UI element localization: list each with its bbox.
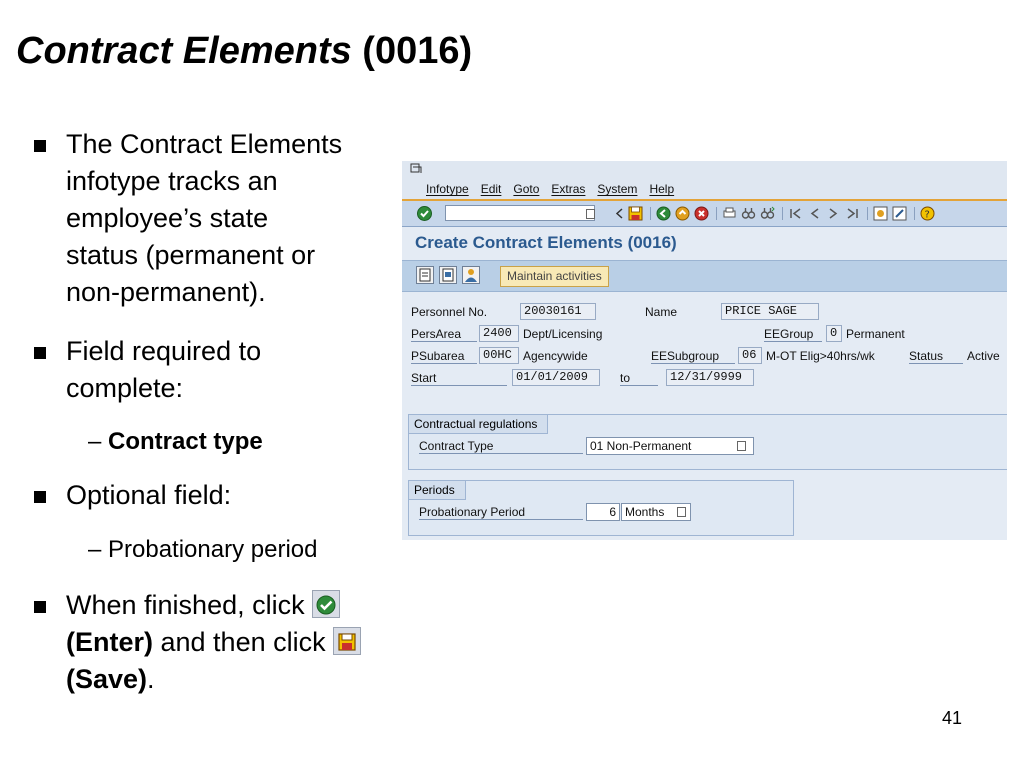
svg-text:?: ? bbox=[924, 209, 930, 221]
contract-type-label: Contract Type bbox=[419, 439, 583, 454]
menu-extras[interactable]: Extras bbox=[551, 182, 586, 196]
menu-goto[interactable]: Goto bbox=[513, 182, 540, 196]
contract-type-value: 01 Non-Permanent bbox=[590, 439, 692, 453]
new-session-icon[interactable] bbox=[873, 206, 888, 221]
toolbar-separator bbox=[716, 207, 717, 220]
probationary-period-label: Probationary Period bbox=[419, 505, 583, 520]
bullet-line: The Contract Elements bbox=[66, 129, 343, 159]
probationary-unit-value: Months bbox=[625, 505, 665, 519]
menu-help[interactable]: Help bbox=[649, 182, 675, 196]
psubarea-value: 00HC bbox=[479, 347, 519, 364]
application-toolbar bbox=[402, 260, 1007, 292]
toolbar-separator bbox=[650, 207, 651, 220]
cancel-icon[interactable] bbox=[694, 206, 709, 221]
slide-title-number: (0016) bbox=[351, 30, 473, 72]
last-page-icon[interactable] bbox=[845, 206, 860, 221]
previous-page-icon[interactable] bbox=[807, 206, 822, 221]
psubarea-label: PSubarea bbox=[411, 349, 477, 364]
print-icon[interactable] bbox=[722, 206, 737, 221]
next-page-icon[interactable] bbox=[826, 206, 841, 221]
maintain-activities-button[interactable]: Maintain activities bbox=[500, 266, 609, 287]
toolbar-separator bbox=[867, 207, 868, 220]
periods-title: Periods bbox=[409, 481, 466, 500]
exit-icon[interactable] bbox=[675, 206, 690, 221]
eegroup-label: EEGroup bbox=[764, 327, 822, 342]
eesubgroup-label: EESubgroup bbox=[651, 349, 735, 364]
sap-screenshot bbox=[402, 161, 1007, 540]
save-floppy-icon[interactable] bbox=[628, 206, 643, 221]
bullet-line: employee’s state bbox=[66, 203, 269, 233]
to-label: to bbox=[620, 371, 658, 386]
bullet-square bbox=[34, 347, 46, 359]
sub-bullet-contract-type: – Contract type bbox=[88, 428, 263, 455]
bullet-square bbox=[34, 491, 46, 503]
bullet-line: non-permanent). bbox=[66, 277, 266, 307]
menu-system[interactable]: System bbox=[597, 182, 638, 196]
personnel-no-value: 20030161 bbox=[520, 303, 596, 320]
page-number: 41 bbox=[942, 708, 963, 728]
probationary-period-input[interactable]: 6 bbox=[586, 503, 620, 521]
sap-menu-bar bbox=[402, 161, 1007, 201]
persarea-value: 2400 bbox=[479, 325, 519, 342]
toolbar-separator bbox=[782, 207, 783, 220]
find-next-icon[interactable] bbox=[760, 206, 775, 221]
find-icon[interactable] bbox=[741, 206, 756, 221]
status-label: Status bbox=[909, 349, 963, 364]
contractual-regulations-title: Contractual regulations bbox=[409, 415, 548, 434]
slide-title-italic: Contract Elements bbox=[16, 30, 352, 72]
slide-title bbox=[16, 30, 472, 73]
contractual-regulations-group bbox=[408, 414, 1007, 470]
save-draft-icon[interactable] bbox=[416, 266, 434, 284]
menu-edit[interactable]: Edit bbox=[480, 182, 502, 196]
eesubgroup-value: 06 bbox=[738, 347, 762, 364]
bullet-square bbox=[34, 601, 46, 613]
dropdown-icon[interactable] bbox=[737, 441, 746, 451]
bullet-line: status (permanent or bbox=[66, 240, 316, 270]
arrow-left-icon[interactable] bbox=[616, 208, 624, 219]
eegroup-text: Permanent bbox=[846, 327, 905, 341]
contract-type-dropdown[interactable] bbox=[586, 437, 754, 455]
menu-infotype[interactable]: Infotype bbox=[426, 182, 469, 196]
help-icon[interactable] bbox=[920, 206, 935, 221]
persarea-label: PersArea bbox=[411, 327, 477, 342]
bullet-line: Field required to bbox=[66, 336, 262, 366]
green-checkmark-icon bbox=[312, 590, 340, 618]
create-shortcut-icon[interactable] bbox=[892, 206, 907, 221]
periods-group bbox=[408, 480, 794, 536]
first-page-icon[interactable] bbox=[788, 206, 803, 221]
enter-checkmark-icon[interactable] bbox=[416, 205, 433, 222]
personnel-no-label: Personnel No. bbox=[411, 305, 488, 319]
name-value: PRICE SAGE bbox=[721, 303, 819, 320]
persarea-text: Dept/Licensing bbox=[523, 327, 603, 341]
eegroup-value: 0 bbox=[826, 325, 842, 342]
sap-standard-toolbar bbox=[402, 201, 1007, 227]
status-value: Active bbox=[967, 349, 1000, 363]
command-field[interactable] bbox=[445, 205, 595, 221]
bullet-line: infotype tracks an bbox=[66, 166, 278, 196]
command-dropdown-icon[interactable] bbox=[586, 209, 595, 219]
screen-title: Create Contract Elements (0016) bbox=[415, 233, 677, 252]
person-icon[interactable] bbox=[462, 266, 480, 284]
dropdown-icon[interactable] bbox=[677, 507, 686, 517]
end-date-value: 12/31/9999 bbox=[666, 369, 754, 386]
toolbar-separator bbox=[914, 207, 915, 220]
eesubgroup-text: M-OT Elig>40hrs/wk bbox=[766, 349, 875, 363]
sub-bullet-probationary-period: – Probationary period bbox=[88, 536, 318, 563]
floppy-disk-icon bbox=[333, 627, 361, 655]
back-icon[interactable] bbox=[656, 206, 671, 221]
menu-corner-icon[interactable] bbox=[410, 163, 424, 175]
bullet-line: complete: bbox=[66, 373, 184, 403]
probationary-unit-dropdown[interactable] bbox=[621, 503, 691, 521]
overview-icon[interactable] bbox=[439, 266, 457, 284]
bullet-square bbox=[34, 140, 46, 152]
name-label: Name bbox=[645, 305, 678, 319]
start-label: Start bbox=[411, 371, 507, 386]
psubarea-text: Agencywide bbox=[523, 349, 588, 363]
start-date-value: 01/01/2009 bbox=[512, 369, 600, 386]
menu-items bbox=[426, 182, 674, 196]
